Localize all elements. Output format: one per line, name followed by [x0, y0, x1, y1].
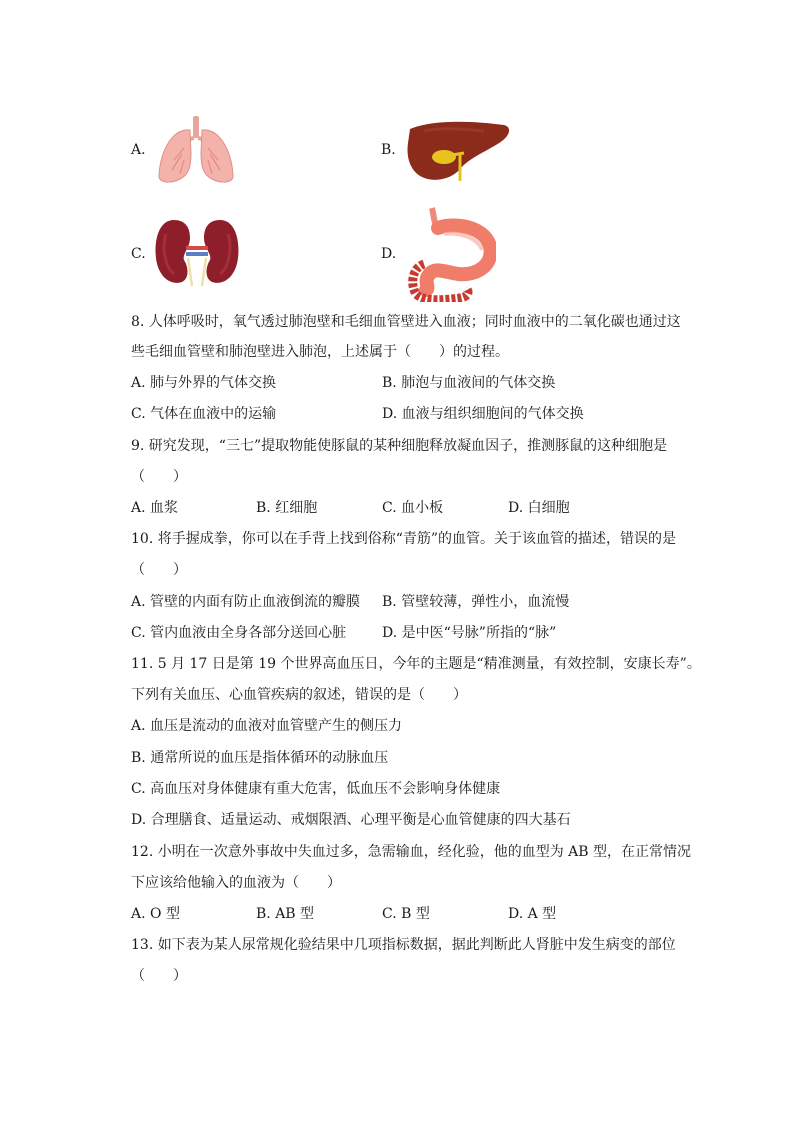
- q8-stem-line1: 8. 人体呼吸时，氧气透过肺泡壁和毛细血管壁进入血液；同时血液中的二氧化碳也通过这: [131, 314, 681, 330]
- q9-option-d[interactable]: D. 白细胞: [508, 500, 570, 516]
- option-a-label: A.: [131, 142, 146, 158]
- q12-option-c[interactable]: C. B 型: [382, 906, 430, 922]
- q10-stem-line2: （ ）: [131, 562, 187, 578]
- option-d-label: D.: [381, 246, 397, 262]
- q9-option-a[interactable]: A. 血浆: [131, 500, 179, 516]
- q9-option-c[interactable]: C. 血小板: [382, 500, 444, 516]
- q10-option-b[interactable]: B. 管壁较薄，弹性小，血流慢: [382, 594, 570, 610]
- q11-option-a[interactable]: A. 血压是流动的血液对血管壁产生的侧压力: [131, 718, 403, 734]
- q9-stem-line1: 9. 研究发现，“三七”提取物能使豚鼠的某种细胞释放凝血因子，推测豚鼠的这种细胞是: [131, 438, 668, 454]
- q9-stem-line2: （ ）: [131, 469, 187, 485]
- q8-option-a[interactable]: A. 肺与外界的气体交换: [131, 375, 277, 391]
- q11-stem-line1: 11. 5 月 17 日是第 19 个世界高血压日，今年的主题是“精准测量，有效控制，安康长寿”。: [131, 656, 701, 672]
- q10-option-c[interactable]: C. 管内血液由全身各部分送回心脏: [131, 625, 347, 641]
- q11-option-b[interactable]: B. 通常所说的血压是指体循环的动脉血压: [131, 750, 389, 766]
- q11-stem-line2: 下列有关血压、心血管疾病的叙述，错误的是（ ）: [131, 687, 467, 703]
- stomach-intestine-icon: [404, 204, 496, 302]
- q9-option-b[interactable]: B. 红细胞: [256, 500, 318, 516]
- q12-option-a[interactable]: A. O 型: [131, 906, 180, 922]
- q10-stem-line1: 10. 将手握成拳，你可以在手背上找到俗称“青筋”的血管。关于该血管的描述，错误的是: [131, 531, 677, 547]
- lungs-icon: [154, 114, 238, 184]
- q13-stem-line2: （ ）: [131, 968, 187, 984]
- q8-stem-line2: 些毛细血管壁和肺泡壁进入肺泡，上述属于（ ）的过程。: [131, 344, 509, 360]
- q8-option-c[interactable]: C. 气体在血液中的运输: [131, 406, 277, 422]
- liver-icon: [404, 117, 512, 185]
- option-c-label: C.: [131, 246, 146, 262]
- q8-option-d[interactable]: D. 血液与组织细胞间的气体交换: [382, 406, 584, 422]
- q10-option-d[interactable]: D. 是中医“号脉”所指的“脉”: [382, 625, 557, 641]
- q10-option-a[interactable]: A. 管壁的内面有防止血液倒流的瓣膜: [131, 594, 361, 610]
- q12-option-d[interactable]: D. A 型: [508, 906, 557, 922]
- q12-option-b[interactable]: B. AB 型: [256, 906, 315, 922]
- q12-stem-line1: 12. 小明在一次意外事故中失血过多，急需输血，经化验，他的血型为 AB 型，在正常情况: [131, 844, 692, 860]
- kidneys-icon: [154, 216, 240, 288]
- q11-option-d[interactable]: D. 合理膳食、适量运动、戒烟限酒、心理平衡是心血管健康的四大基石: [131, 812, 571, 828]
- q11-option-c[interactable]: C. 高血压对身体健康有重大危害，低血压不会影响身体健康: [131, 781, 501, 797]
- q13-stem-line1: 13. 如下表为某人尿常规化验结果中几项指标数据，据此判断此人肾脏中发生病变的部位: [131, 937, 676, 953]
- q8-option-b[interactable]: B. 肺泡与血液间的气体交换: [382, 375, 556, 391]
- q12-stem-line2: 下应该给他输入的血液为（ ）: [131, 875, 341, 891]
- option-b-label: B.: [381, 142, 396, 158]
